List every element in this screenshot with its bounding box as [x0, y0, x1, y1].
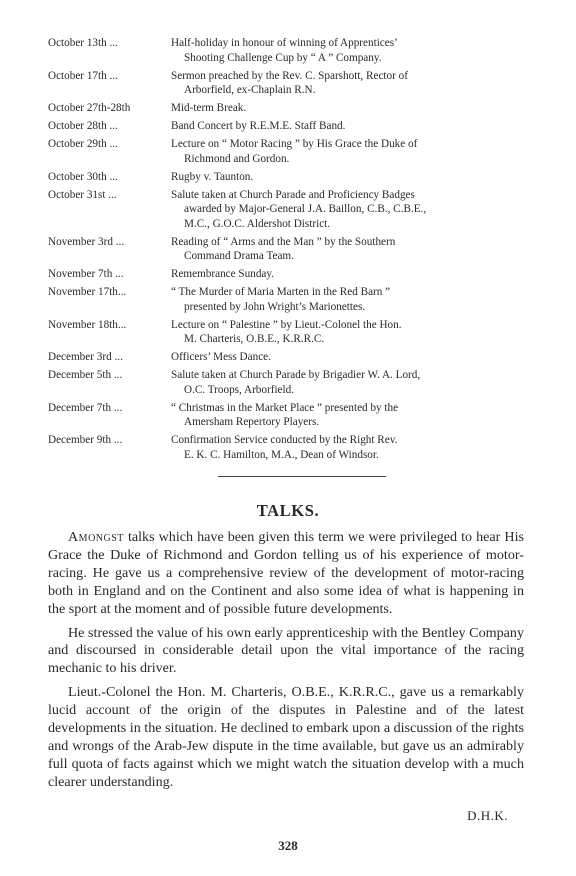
entry-date: October 28th ... — [48, 120, 118, 132]
entry-date: December 7th ... — [48, 401, 123, 414]
author-initials: D.H.K. — [467, 808, 508, 823]
entry-line: Richmond and Gordon. — [184, 152, 290, 165]
entry-description — [171, 119, 524, 134]
calendar-entry — [48, 401, 524, 430]
entry-description — [171, 368, 524, 397]
entry-line: Lecture on “ Palestine ” by Lieut.-Colonel the Hon. — [171, 318, 402, 331]
entry-line: Rugby v. Taunton. — [171, 170, 254, 183]
entry-date: November 17th... — [48, 286, 127, 298]
entry-line: Command Drama Team. — [184, 250, 294, 262]
entry-line: Shooting Challenge Cup by “ A ” Company. — [184, 51, 382, 64]
calendar-entry — [48, 188, 524, 232]
talks-paragraph-3: Lieut.-Colonel the Hon. M. Charteris, O.B.E., K.R.R.C., gave us a remarkably lucid account of the origin of the disputes in Palestine and of the latest developments in the situation. He declined to embark upon a discussion of the rights and wrongs of the Arab-Jew dispute in the time available, but gave us an admirably full quota of facts against which we might watch the situation develop with a much clearer understanding. — [48, 684, 524, 790]
entry-line: M. Charteris, O.B.E., K.R.R.C. — [184, 333, 325, 345]
calendar-entry — [48, 170, 524, 185]
entry-line: E. K. C. Hamilton, M.A., Dean of Windsor. — [184, 448, 379, 461]
calendar-entry — [48, 119, 524, 134]
calendar-entry — [48, 285, 524, 314]
paragraph-lead-word: Amongst — [68, 529, 124, 545]
entry-description — [171, 318, 524, 347]
entry-description — [171, 350, 524, 365]
entry-description — [171, 188, 524, 232]
paragraph-text: talks which have been given this term we were privileged to hear His Grace the Duke of Richmond and Gordon telling us of his experience of motor-racing. He gave us a comprehensive review of the development of motor-racing both in England and on the Continent and also some idea of what is happening in the sport at the moment and of possible future developments. — [48, 529, 524, 617]
entry-description — [171, 401, 524, 430]
entry-line: Band Concert by R.E.M.E. Staff Band. — [171, 120, 346, 132]
entry-date: October 13th ... — [48, 37, 118, 49]
calendar-entry — [48, 137, 524, 166]
calendar-entry — [48, 69, 524, 98]
entry-date: December 9th ... — [48, 434, 123, 446]
talks-heading: TALKS. — [256, 501, 320, 520]
entry-line: Half-holiday in honour of winning of Apprentices’ — [171, 37, 398, 49]
entry-date: October 27th-28th — [48, 102, 131, 114]
entry-description — [171, 235, 524, 264]
entry-date: December 3rd ... — [48, 351, 123, 363]
calendar-entry — [48, 235, 524, 264]
entry-description — [171, 433, 524, 462]
entry-description — [171, 267, 524, 282]
entry-line: Arborfield, ex-Chaplain R.N. — [184, 84, 316, 96]
talks-paragraph-2: He stressed the value of his own early apprenticeship with the Bentley Company and discoursed in considerable detail upon the vital importance of the racing mechanic to his driver. — [48, 624, 524, 677]
entry-description — [171, 101, 524, 116]
entry-description — [171, 170, 524, 185]
entry-date: November 3rd ... — [48, 235, 125, 248]
entry-line: Amersham Repertory Players. — [184, 416, 320, 428]
talks-paragraph-1 — [48, 529, 524, 619]
entry-date: October 29th ... — [48, 138, 118, 150]
entry-line: Lecture on “ Motor Racing ” by His Grace the Duke of — [171, 138, 418, 150]
entry-line: M.C., G.O.C. Aldershot District. — [184, 217, 331, 230]
section-divider — [218, 476, 386, 477]
entry-line: Salute taken at Church Parade by Brigadier W. A. Lord, — [171, 369, 421, 381]
entry-line: “ The Murder of Maria Marten in the Red Barn ” — [171, 286, 391, 298]
entry-description — [171, 36, 524, 65]
calendar-entry — [48, 267, 524, 282]
entry-line: Sermon preached by the Rev. C. Sparshott, Rector of — [171, 69, 408, 82]
entry-line: Mid-term Break. — [171, 102, 247, 114]
calendar-entry — [48, 433, 524, 462]
entry-line: awarded by Major-General J.A. Baillon, C.B., C.B.E., — [184, 203, 427, 215]
entry-line: Salute taken at Church Parade and Proficiency Badges — [171, 188, 415, 201]
entry-line: Reading of “ Arms and the Man ” by the Southern — [171, 235, 396, 248]
entry-line: Remembrance Sunday. — [171, 268, 275, 280]
calendar-entry — [48, 318, 524, 347]
entry-description — [171, 285, 524, 314]
events-calendar — [48, 36, 524, 466]
calendar-entry — [48, 101, 524, 116]
entry-date: October 17th ... — [48, 69, 118, 82]
entry-date: October 30th ... — [48, 170, 118, 183]
entry-line: “ Christmas in the Market Place ” presented by the — [171, 401, 399, 414]
calendar-entry — [48, 350, 524, 365]
entry-description — [171, 137, 524, 166]
entry-line: Confirmation Service conducted by the Right Rev. — [171, 434, 398, 446]
entry-description — [171, 69, 524, 98]
calendar-entry — [48, 36, 524, 65]
entry-line: presented by John Wright’s Marionettes. — [184, 300, 366, 313]
entry-line: O.C. Troops, Arborfield. — [184, 383, 295, 396]
entry-date: December 5th ... — [48, 369, 123, 381]
page-number: 328 — [278, 838, 298, 853]
entry-date: November 18th... — [48, 318, 127, 331]
entry-date: October 31st ... — [48, 188, 117, 201]
entry-date: November 7th ... — [48, 268, 124, 280]
calendar-entry — [48, 368, 524, 397]
talks-body — [48, 529, 524, 798]
entry-line: Officers’ Mess Dance. — [171, 351, 271, 363]
